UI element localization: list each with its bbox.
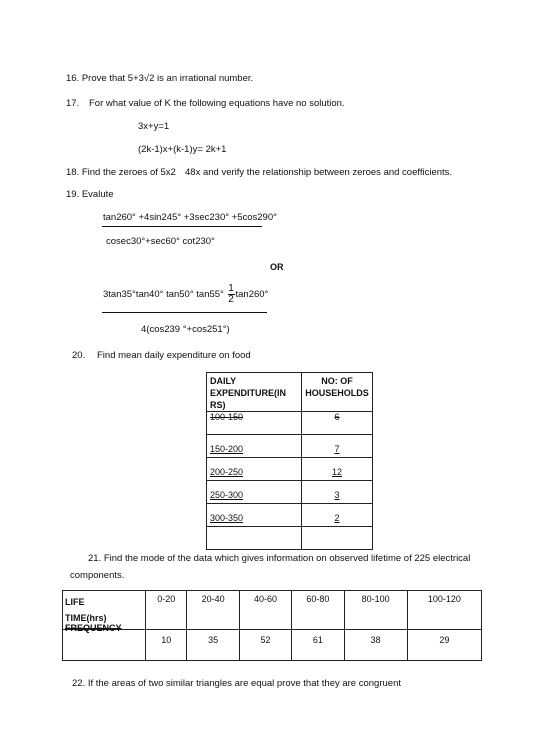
header-households: NO: OF HOUSEHOLDS bbox=[305, 376, 369, 398]
question-17-number: 17. bbox=[66, 98, 80, 109]
table-row bbox=[207, 504, 373, 527]
fraction-denominator: cosec30°+sec60° cot230° bbox=[106, 236, 215, 247]
table-row-empty bbox=[207, 527, 373, 550]
question-16: 16. Prove that 5+3√2 is an irrational number. bbox=[66, 73, 254, 84]
range-cell: 200-250 bbox=[210, 467, 244, 477]
question-20-text: Find mean daily expenditure on food bbox=[97, 350, 251, 361]
question-21-line2: components. bbox=[70, 570, 125, 581]
frequency-cell: 35 bbox=[187, 630, 239, 661]
fraction-line-2 bbox=[102, 312, 267, 313]
half-denominator: 2 bbox=[228, 294, 234, 305]
question-19-title: 19. Evalute bbox=[66, 189, 114, 200]
frequency-cell: 10 bbox=[146, 630, 187, 661]
table-row bbox=[207, 435, 373, 458]
interval-cell: 40-60 bbox=[239, 591, 291, 630]
expression-2-denominator: 4(cos239 °+cos251°) bbox=[141, 324, 230, 335]
question-18-part2: 48x and verify the relationship between zeroes and coefficients. bbox=[185, 167, 453, 178]
question-20-number: 20. bbox=[72, 350, 86, 361]
count-cell: 3 bbox=[334, 490, 340, 500]
interval-cell: 60-80 bbox=[292, 591, 344, 630]
expression-2 bbox=[103, 284, 268, 305]
interval-cell: 20-40 bbox=[187, 591, 239, 630]
question-17-text: For what value of K the following equations have no solution. bbox=[89, 98, 345, 109]
count-cell: 12 bbox=[332, 467, 343, 477]
table-header-row bbox=[207, 373, 373, 412]
frequency-cell: 29 bbox=[407, 630, 481, 661]
frequency-cell: 61 bbox=[292, 630, 344, 661]
half-fraction bbox=[228, 284, 235, 305]
expression-2-left: 3tan35°tan40° tan50° tan55° bbox=[103, 289, 224, 301]
table-row bbox=[207, 412, 373, 435]
interval-cell: 0-20 bbox=[146, 591, 187, 630]
lifetime-table bbox=[62, 590, 482, 661]
fraction-numerator: tan260° +4sin245° +3sec230° +5cos290° bbox=[103, 212, 277, 223]
question-22: 22. If the areas of two similar triangles are equal prove that they are congruent bbox=[72, 678, 401, 689]
frequency-label: FREQUENCY bbox=[65, 623, 122, 633]
expenditure-table bbox=[206, 372, 373, 550]
equation-2: (2k-1)x+(k-1)y= 2k+1 bbox=[138, 144, 227, 155]
lifetime-label: LIFE TIME(hrs) bbox=[65, 597, 107, 623]
range-cell: 300-350 bbox=[210, 513, 244, 523]
or-label: OR bbox=[270, 262, 284, 272]
count-cell: 6 bbox=[334, 412, 340, 422]
frequency-cell: 38 bbox=[344, 630, 407, 661]
fraction-line bbox=[102, 226, 262, 227]
interval-cell: 80-100 bbox=[344, 591, 407, 630]
range-cell: 100-150 bbox=[210, 412, 244, 422]
question-21-line1: 21. Find the mode of the data which gives information on observed lifetime of 225 electrical bbox=[88, 553, 471, 564]
interval-cell: 100-120 bbox=[407, 591, 481, 630]
range-cell: 150-200 bbox=[210, 444, 244, 454]
header-expenditure: DAILY EXPENDITURE(IN RS) bbox=[210, 376, 287, 410]
table-row bbox=[207, 458, 373, 481]
count-cell: 7 bbox=[334, 444, 340, 454]
range-cell: 250-300 bbox=[210, 490, 244, 500]
frequency-row bbox=[63, 630, 482, 661]
frequency-cell: 52 bbox=[239, 630, 291, 661]
intervals-row bbox=[63, 591, 482, 630]
equation-1: 3x+y=1 bbox=[138, 121, 170, 132]
question-18-part1: 18. Find the zeroes of 5x2 bbox=[66, 167, 176, 178]
expression-2-right: tan260° bbox=[235, 289, 269, 301]
table-row bbox=[207, 481, 373, 504]
half-numerator: 1 bbox=[228, 283, 234, 294]
count-cell: 2 bbox=[334, 513, 340, 523]
